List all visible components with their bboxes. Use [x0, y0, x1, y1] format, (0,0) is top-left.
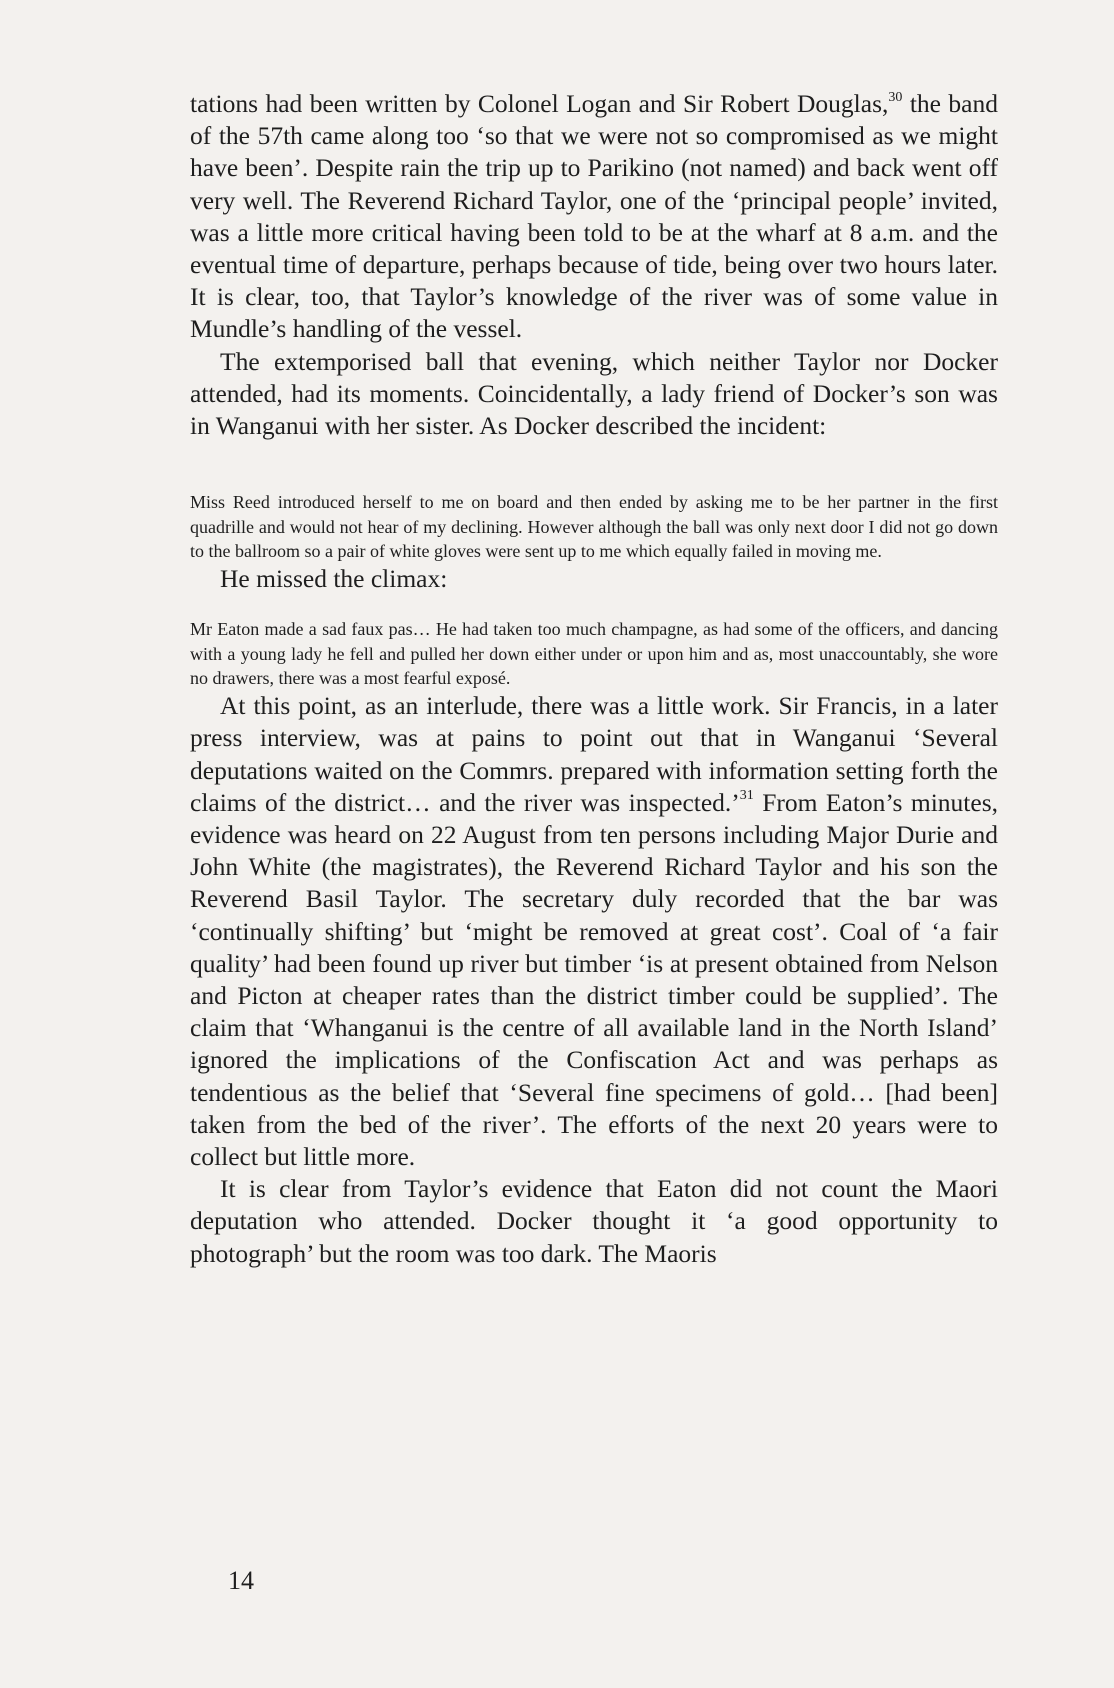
paragraph-3: He missed the climax:	[220, 564, 448, 594]
footnote-ref-30: 30	[888, 89, 903, 105]
paragraph-1-text-b: the band of the 57th came along too ‘so that we were not so compromised as we might have been’. Despite rain the trip up to Parikino (not named) and back went off very well. The Reverend Richard Taylor, one of the ‘principal people’ invited, was a little more critical having been told to be at the wharf at 8 a.m. and the eventual time of departure, perhaps because of tide, being over two hours later. It is clear, too, that Taylor’s knowledge of the river was of some value in Mundle’s handling of the vessel.	[190, 89, 998, 344]
paragraph-4-text-b: From Eaton’s minutes, evidence was heard on 22 August from ten persons including Major Durie and John White (the magistrates), the Reverend Richard Taylor and his son the Reverend Basil Taylor. The secretary duly recorded that the bar was ‘continually shifting’ but ‘might be removed at great cost’. Coal of ‘a fair quality’ had been found up river but timber ‘is at present obtained from Nelson and Picton at cheaper rates than the district timber could be supplied’. The claim that ‘Whanganui is the centre of all available land in the North Island’ ignored the implications of the Confiscation Act and was perhaps as tendentious as the belief that ‘Several fine specimens of gold… [had been] taken from the bed of the river’. The efforts of the next 20 years were to collect but little more.	[190, 787, 998, 1172]
paragraph-4	[190, 690, 998, 1173]
page-text	[190, 88, 998, 1270]
paragraph-4-text-a: At this point, as an interlude, there was a little work. Sir Francis, in a later press interview, was at pains to point out that in Wanganui ‘Several deputations waited on the Commrs. prepared with information setting forth the claims of the district… and the river was inspected.’	[190, 691, 998, 817]
paragraph-1-text-a: tations had been written by Colonel Logan and Sir Robert Douglas,	[190, 89, 889, 118]
paragraph-5: It is clear from Taylor’s evidence that Eaton did not count the Maori deputation who attended. Docker thought it ‘a good opportunity to photograph’ but the room was too dark. The Maoris	[190, 1174, 998, 1268]
paragraph-1	[190, 88, 998, 346]
footnote-ref-31: 31	[739, 788, 754, 804]
block-quote-2: Mr Eaton made a sad faux pas… He had taken too much champagne, as had some of the officers, and dancing with a young lady he fell and pulled her down either under or upon him and as, most unaccountably, she wore no drawers, there was a most fearful exposé.	[190, 619, 998, 688]
paragraph-2: The extemporised ball that evening, which neither Taylor nor Docker attended, had its moments. Coincidentally, a lady friend of Docker’s son was in Wanganui with her sister. As Docker described the incident:	[190, 346, 998, 441]
page-number: 14	[228, 1566, 254, 1595]
block-quote-1: Miss Reed introduced herself to me on board and then ended by asking me to be her partner in the first quadrille and would not hear of my declining. However although the ball was only next door I did not go down to the ballroom so a pair of white gloves were sent up to me which equally failed in moving me.	[190, 492, 998, 561]
